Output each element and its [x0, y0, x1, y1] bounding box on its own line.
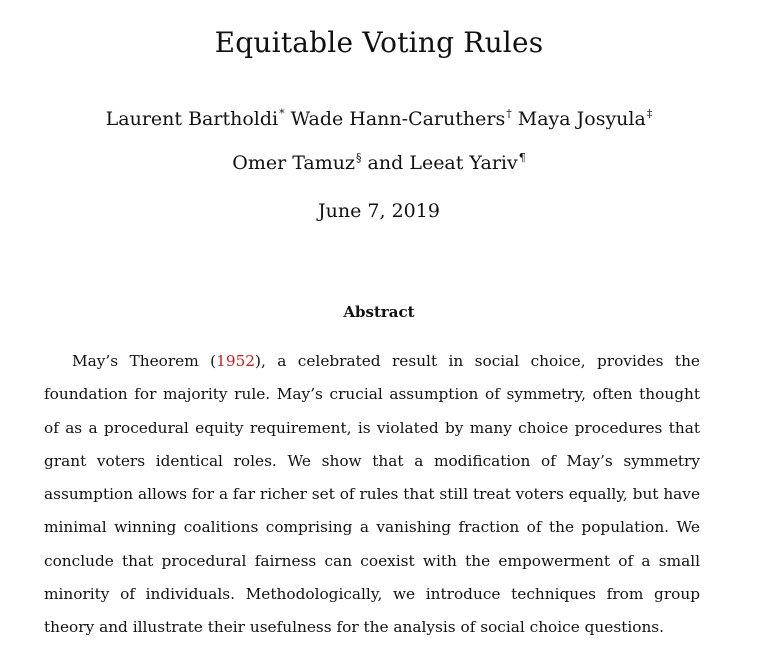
citation-link[interactable]: 1952 — [216, 352, 256, 370]
paper-date: June 7, 2019 — [318, 200, 440, 222]
author-line-1 — [0, 107, 758, 130]
author-footnote-mark[interactable]: § — [356, 151, 362, 164]
abstract-lead: May’s Theorem ( — [72, 352, 217, 370]
author-separator: and — [361, 152, 410, 174]
author-name: Leeat Yariv — [409, 152, 518, 174]
author-name: Maya Josyula — [517, 108, 646, 130]
author-name: Laurent Bartholdi — [105, 108, 279, 130]
abstract-heading: Abstract — [343, 303, 415, 321]
author-name: Wade Hann-Caruthers — [290, 108, 506, 130]
author-footnote-mark[interactable]: ¶ — [518, 151, 526, 164]
author-footnote-mark[interactable]: ‡ — [646, 107, 653, 120]
author-name: Omer Tamuz — [232, 152, 356, 174]
paper-title: Equitable Voting Rules — [214, 26, 544, 59]
abstract-text: ), a celebrated result in social choice, provides the foundation for majority rule. May’s crucial assumption of symmetry, often thought of as a procedural equity requirement, is violated by many choice procedures that grant voters identical roles. We show that a modification of May’s symmetry assumption allows for a far richer set of rules that still treat voters equally, but have minimal winning coalitions comprising a vanishing fraction of the population. We conclude that procedural fairness can coexist with the empowerment of a small minority of individuals. Methodologically, we introduce techniques from group theory and illustrate their usefulness for the analysis of social choice questions. — [44, 352, 700, 637]
author-footnote-mark[interactable]: † — [506, 107, 512, 120]
author-footnote-mark[interactable]: * — [279, 107, 285, 120]
author-line-2 — [0, 151, 758, 174]
abstract-body — [44, 345, 700, 645]
